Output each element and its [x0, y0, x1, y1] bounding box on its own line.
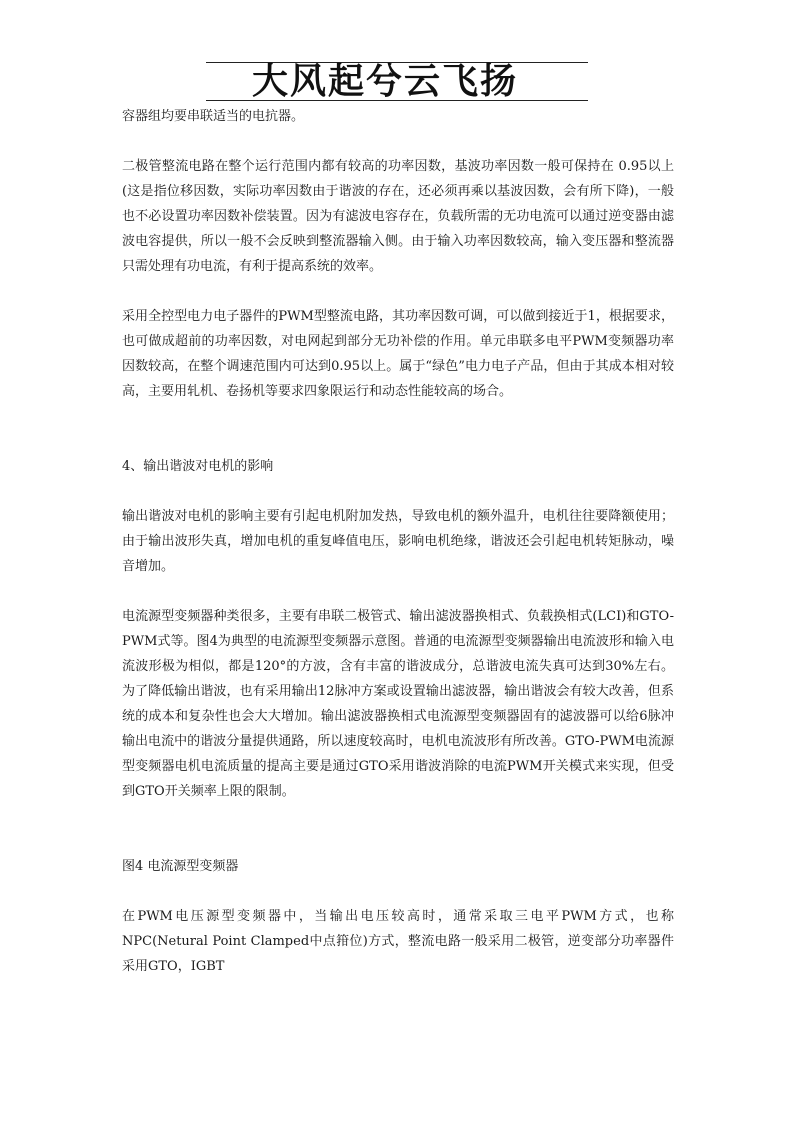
paragraph-pwm-rectifier: 采用全控型电力电子器件的PWM型整流电路，其功率因数可调，可以做到接近于1，根据要求，也可做成超前的功率因数，对电网起到部分无功补偿的作用。单元串联多电平PWM变频器功率因数较高，在整个调速范围内可达到0.95以上。属于“绿色”电力电子产品，但由于其成本相对较高，主要用轧机、卷扬机等要求四象限运行和动态性能较高的场合。	[122, 309, 674, 399]
document-body	[122, 104, 674, 979]
section-heading: 4、输出谐波对电机的影响	[122, 459, 274, 474]
paragraph-harmonic-effects: 输出谐波对电机的影响主要有引起电机附加发热，导致电机的额外温升，电机往往要降额使用；由于输出波形失真，增加电机的重复峰值电压，影响电机绝缘，谐波还会引起电机转矩脉动，噪音增加。	[122, 509, 674, 574]
paragraph-diode-rectifier: 二极管整流电路在整个运行范围内都有较高的功率因数，基波功率因数一般可保持在 0.95以上(这是指位移因数，实际功率因数由于谐波的存在，还必须再乘以基波因数，会有所下降)，一般也不必设置功率因数补偿装置。因为有滤波电容存在，负载所需的无功电流可以通过逆变器由滤波电容提供，所以一般不会反映到整流器输入侧。由于输入功率因数较高，输入变压器和整流器只需处理有功电流，有利于提高系统的效率。	[122, 159, 674, 274]
paragraph-continuation: 容器组均要串联适当的电抗器。	[122, 109, 305, 124]
header-title: 大风起兮云飞扬	[252, 60, 519, 102]
header-bottom-rule	[206, 100, 588, 101]
paragraph-voltage-source-inverter: 在PWM电压源型变频器中，当输出电压较高时，通常采取三电平PWM方式，也称NPC(Netural Point Clamped中点箝位)方式，整流电路一般采用二极管，逆变部分功率器件采用GTO，IGBT	[122, 909, 674, 974]
figure-caption: 图4 电流源型变频器	[122, 859, 239, 874]
paragraph-current-source-inverter: 电流源型变频器种类很多，主要有串联二极管式、输出滤波器换相式、负载换相式(LCI)和GTO-PWM式等。图4为典型的电流源型变频器示意图。普通的电流源型变频器输出电流波形和输入电流波形极为相似，都是120°的方波，含有丰富的谐波成分，总谐波电流失真可达到30%左右。为了降低输出谐波，也有采用输出12脉冲方案或设置输出滤波器，输出谐波会有较大改善，但系统的成本和复杂性也会大大增加。输出滤波器换相式电流源型变频器固有的滤波器可以给6脉冲输出电流中的谐波分量提供通路，所以速度较高时，电机电流波形有所改善。GTO-PWM电流源型变频器电机电流质量的提高主要是通过GTO采用谐波消除的电流PWM开关模式来实现，但受到GTO开关频率上限的限制。	[122, 609, 674, 799]
